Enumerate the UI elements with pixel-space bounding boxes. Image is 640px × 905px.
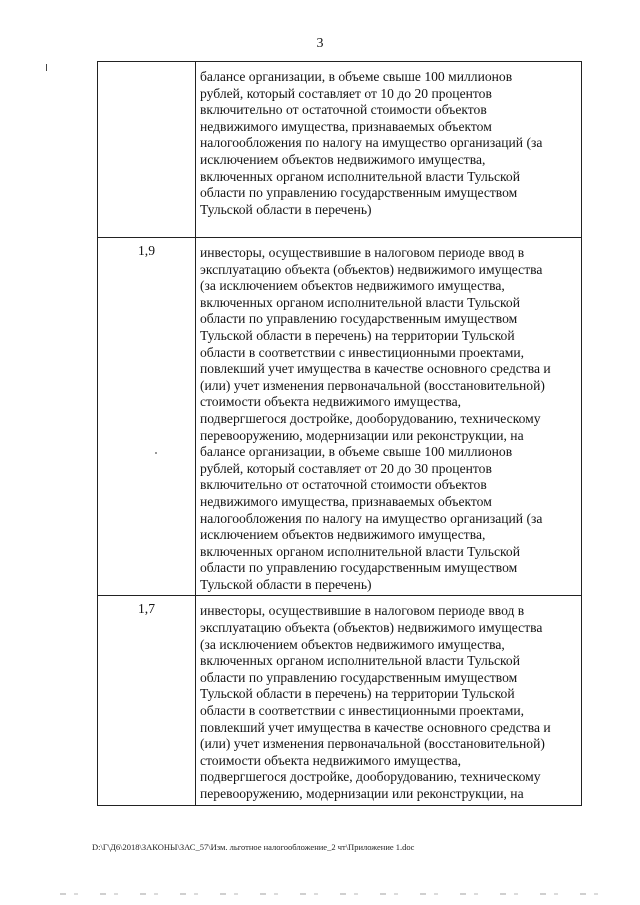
scan-edge-artifact: [60, 893, 620, 895]
text-line: подвергшегося достройке, дооборудованию, техническому: [200, 410, 541, 426]
text-line: недвижимого имущества, признаваемых объектом: [200, 493, 492, 509]
text-line: области в соответствии с инвестиционными проектами,: [200, 344, 525, 360]
table-row: [98, 238, 582, 596]
text-line: повлекший учет имущества в качестве основного средства и: [200, 361, 551, 377]
text-line: включительно от остаточной стоимости объектов: [200, 102, 487, 118]
file-path-footer: D:\Г\Д6\2018\ЗАКОНЫ\ЗАС_57\Изм. льготное налогообложение_2 чт\Приложение 1.doc: [92, 842, 415, 852]
text-line: налогообложения по налогу на имущество организаций (за: [200, 510, 543, 526]
text-line: области по управлению государственным имуществом: [200, 185, 518, 201]
table-row: [98, 62, 582, 238]
text-line: стоимости объекта недвижимого имущества,: [200, 752, 462, 768]
margin-mark: [46, 64, 47, 71]
text-line: налогообложения по налогу на имущество организаций (за: [200, 135, 543, 151]
text-line: недвижимого имущества, признаваемых объектом: [200, 118, 492, 134]
text-line: области по управлению государственным имуществом: [200, 669, 518, 685]
text-line: (за исключением объектов недвижимого имущества,: [200, 636, 505, 652]
text-line: (или) учет изменения первоначальной (восстановительной): [200, 377, 545, 393]
text-line: эксплуатацию объекта (объектов) недвижимого имущества: [200, 620, 543, 636]
text-line: Тульской области в перечень) на территории Тульской: [200, 686, 515, 702]
coefficient-cell: [98, 62, 196, 238]
text-line: подвергшегося достройке, дооборудованию, техническому: [200, 769, 541, 785]
text-line: инвесторы, осуществившие в налоговом периоде ввод в: [200, 603, 525, 619]
text-line: Тульской области в перечень): [200, 576, 372, 592]
description-cell: [196, 62, 582, 238]
text-line: стоимости объекта недвижимого имущества,: [200, 394, 462, 410]
text-line: рублей, который составляет от 10 до 20 процентов: [200, 85, 492, 101]
coefficient-cell: 1,9: [98, 238, 196, 596]
page-number: 3: [316, 36, 324, 51]
text-line: включенных органом исполнительной власти Тульской: [200, 543, 520, 559]
text-line: балансе организации, в объеме свыше 100 миллионов: [200, 444, 513, 460]
text-line: включительно от остаточной стоимости объектов: [200, 477, 487, 493]
text-line: области по управлению государственным имуществом: [200, 560, 518, 576]
text-line: перевооружению, модернизации или реконструкции, на: [200, 786, 524, 801]
text-line: повлекший учет имущества в качестве основного средства и: [200, 719, 551, 735]
text-line: Тульской области в перечень): [200, 201, 372, 217]
table-row: [98, 596, 582, 805]
description-cell: [196, 238, 582, 596]
text-line: Тульской области в перечень) на территории Тульской: [200, 327, 515, 343]
text-line: перевооружению, модернизации или реконструкции, на: [200, 427, 524, 443]
text-line: включенных органом исполнительной власти Тульской: [200, 653, 520, 669]
coefficient-cell: 1,7: [98, 596, 196, 805]
text-line: инвесторы, осуществившие в налоговом периоде ввод в: [200, 245, 525, 260]
text-line: включенных органом исполнительной власти Тульской: [200, 294, 520, 310]
text-line: (или) учет изменения первоначальной (восстановительной): [200, 736, 545, 752]
text-line: исключением объектов недвижимого имущества,: [200, 151, 486, 167]
text-line: эксплуатацию объекта (объектов) недвижимого имущества: [200, 261, 543, 277]
benefit-coefficient-table: [97, 61, 582, 806]
description-cell: [196, 596, 582, 805]
text-line: области по управлению государственным имуществом: [200, 311, 518, 327]
text-line: (за исключением объектов недвижимого имущества,: [200, 278, 505, 294]
text-line: включенных органом исполнительной власти Тульской: [200, 168, 520, 184]
text-line: рублей, который составляет от 20 до 30 процентов: [200, 460, 492, 476]
text-line: исключением объектов недвижимого имущества,: [200, 527, 486, 543]
text-line: балансе организации, в объеме свыше 100 миллионов: [200, 69, 513, 84]
scan-dot-mark: [155, 452, 157, 454]
text-line: области в соответствии с инвестиционными проектами,: [200, 703, 525, 719]
